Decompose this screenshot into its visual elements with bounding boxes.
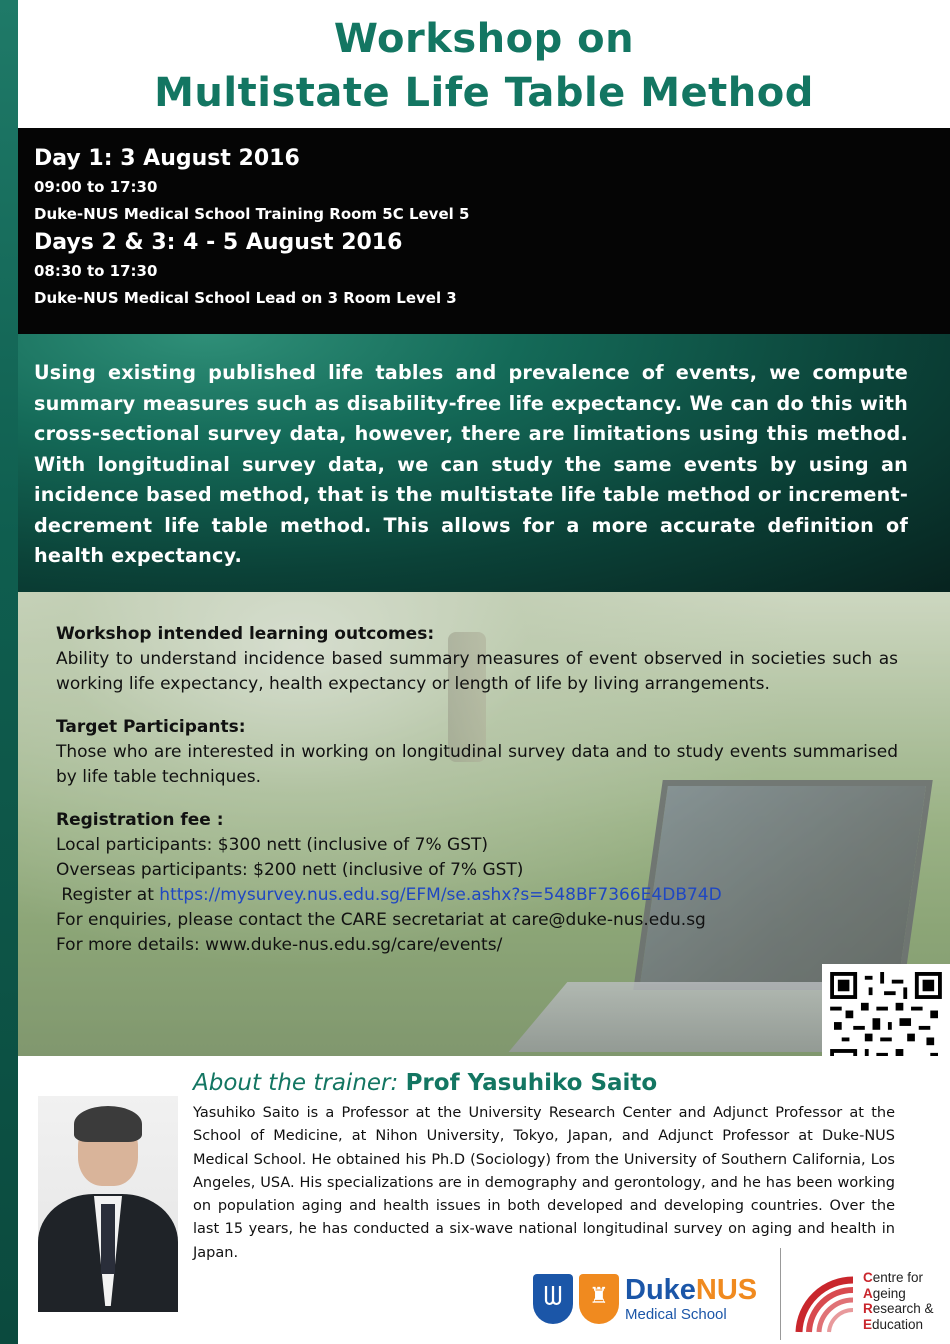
care-c-rest: entre for bbox=[872, 1270, 924, 1285]
care-a: A bbox=[863, 1285, 873, 1301]
registration-heading: Registration fee : bbox=[56, 810, 224, 830]
enquiries-line: For enquiries, please contact the CARE secretariat at care@duke-nus.edu.sg bbox=[56, 910, 706, 930]
schedule-panel bbox=[18, 128, 950, 334]
trainer-photo-hair bbox=[74, 1106, 142, 1142]
trainer-bio: Yasuhiko Saito is a Professor at the University Research Center and Adjunct Professor at the School of Medicine, at Nihon University, Tokyo, Japan, and Adjunct Professor at Duke-NUS Medical School. He obtained his Ph.D (Sociology) from the University of Southern California, Los Angeles, USA. His specializations are in demography and gerontology, and he has been working on population aging and health issues in both developed and developing countries. Over the last 15 years, he has conducted a six-wave national longitudinal survey on aging and health in Japan. bbox=[193, 1105, 895, 1261]
registration-block bbox=[56, 808, 898, 958]
details-line: For more details: www.duke-nus.edu.sg/care/events/ bbox=[56, 935, 503, 955]
nus-shield-icon: ♜ bbox=[579, 1274, 619, 1324]
participants-heading: Target Participants: bbox=[56, 717, 246, 737]
outcomes-text: Ability to understand incidence based summary measures of event observed in societies such as working life expectancy, health expectancy or length of life by living arrangements. bbox=[56, 649, 898, 694]
trainer-photo-tie bbox=[101, 1204, 115, 1274]
logo-nus: NUS bbox=[695, 1274, 758, 1306]
register-prefix: Register at bbox=[56, 885, 160, 905]
participants-block bbox=[56, 715, 898, 790]
duke-shield-icon: ᗯ bbox=[533, 1274, 573, 1324]
care-a-rest: geing bbox=[872, 1285, 906, 1301]
day1-venue: Duke-NUS Medical School Training Room 5C Level 5 bbox=[34, 205, 470, 223]
background-photo bbox=[18, 592, 950, 1056]
details-section bbox=[56, 622, 898, 976]
trainer-photo bbox=[38, 1096, 178, 1312]
local-fee: Local participants: $300 nett (inclusive of 7% GST) bbox=[56, 835, 489, 855]
summary-panel bbox=[18, 334, 950, 592]
day23-venue: Duke-NUS Medical School Lead on 3 Room Level 3 bbox=[34, 289, 457, 307]
page-title-line1: Workshop on bbox=[333, 16, 635, 62]
register-link[interactable]: https://mysurvey.nus.edu.sg/EFM/se.ashx?s=548BF7366E4DB74D bbox=[159, 885, 722, 905]
summary-text: Using existing published life tables and prevalence of events, we compute summary measures such as disability-free life expectancy. We can do this with cross-sectional survey data, however, there are limitations using this method. With longitudinal survey data, we can study the same events by using an incidence based method, that is the multistate life table method or increment-decrement life table method. This allows for a more accurate definition of health expectancy. bbox=[34, 361, 908, 567]
logos-row bbox=[533, 1268, 950, 1344]
day23-time: 08:30 to 17:30 bbox=[34, 262, 158, 280]
care-r: R bbox=[863, 1301, 873, 1316]
care-logo-icon bbox=[795, 1274, 859, 1334]
duke-nus-logo-text bbox=[625, 1274, 757, 1306]
outcomes-block bbox=[56, 622, 898, 697]
participants-text: Those who are interested in working on longitudinal survey data and to study events summarised by life table techniques. bbox=[56, 742, 898, 787]
care-logo-text bbox=[863, 1270, 934, 1332]
care-e: E bbox=[863, 1316, 873, 1332]
title-area bbox=[18, 0, 950, 128]
day1-time: 09:00 to 17:30 bbox=[34, 178, 158, 196]
day23-title: Days 2 & 3: 4 - 5 August 2016 bbox=[34, 230, 403, 255]
care-e-rest: ducation bbox=[872, 1316, 924, 1332]
left-accent-strip bbox=[0, 0, 18, 1344]
trainer-label: About the trainer: bbox=[193, 1070, 399, 1096]
overseas-fee: Overseas participants: $200 nett (inclusive of 7% GST) bbox=[56, 860, 524, 880]
trainer-heading bbox=[193, 1068, 657, 1098]
care-c: C bbox=[863, 1270, 873, 1285]
page-title-line2: Multistate Life Table Method bbox=[154, 70, 814, 116]
logo-duke: Duke bbox=[625, 1274, 696, 1306]
outcomes-heading: Workshop intended learning outcomes: bbox=[56, 624, 435, 644]
day1-title: Day 1: 3 August 2016 bbox=[34, 146, 300, 171]
care-r-rest: esearch & bbox=[872, 1301, 934, 1316]
logo-divider bbox=[780, 1248, 781, 1340]
trainer-section bbox=[18, 1056, 950, 1344]
register-line bbox=[56, 883, 898, 908]
logo-medical-school: Medical School bbox=[625, 1306, 727, 1323]
trainer-name: Prof Yasuhiko Saito bbox=[405, 1070, 658, 1096]
